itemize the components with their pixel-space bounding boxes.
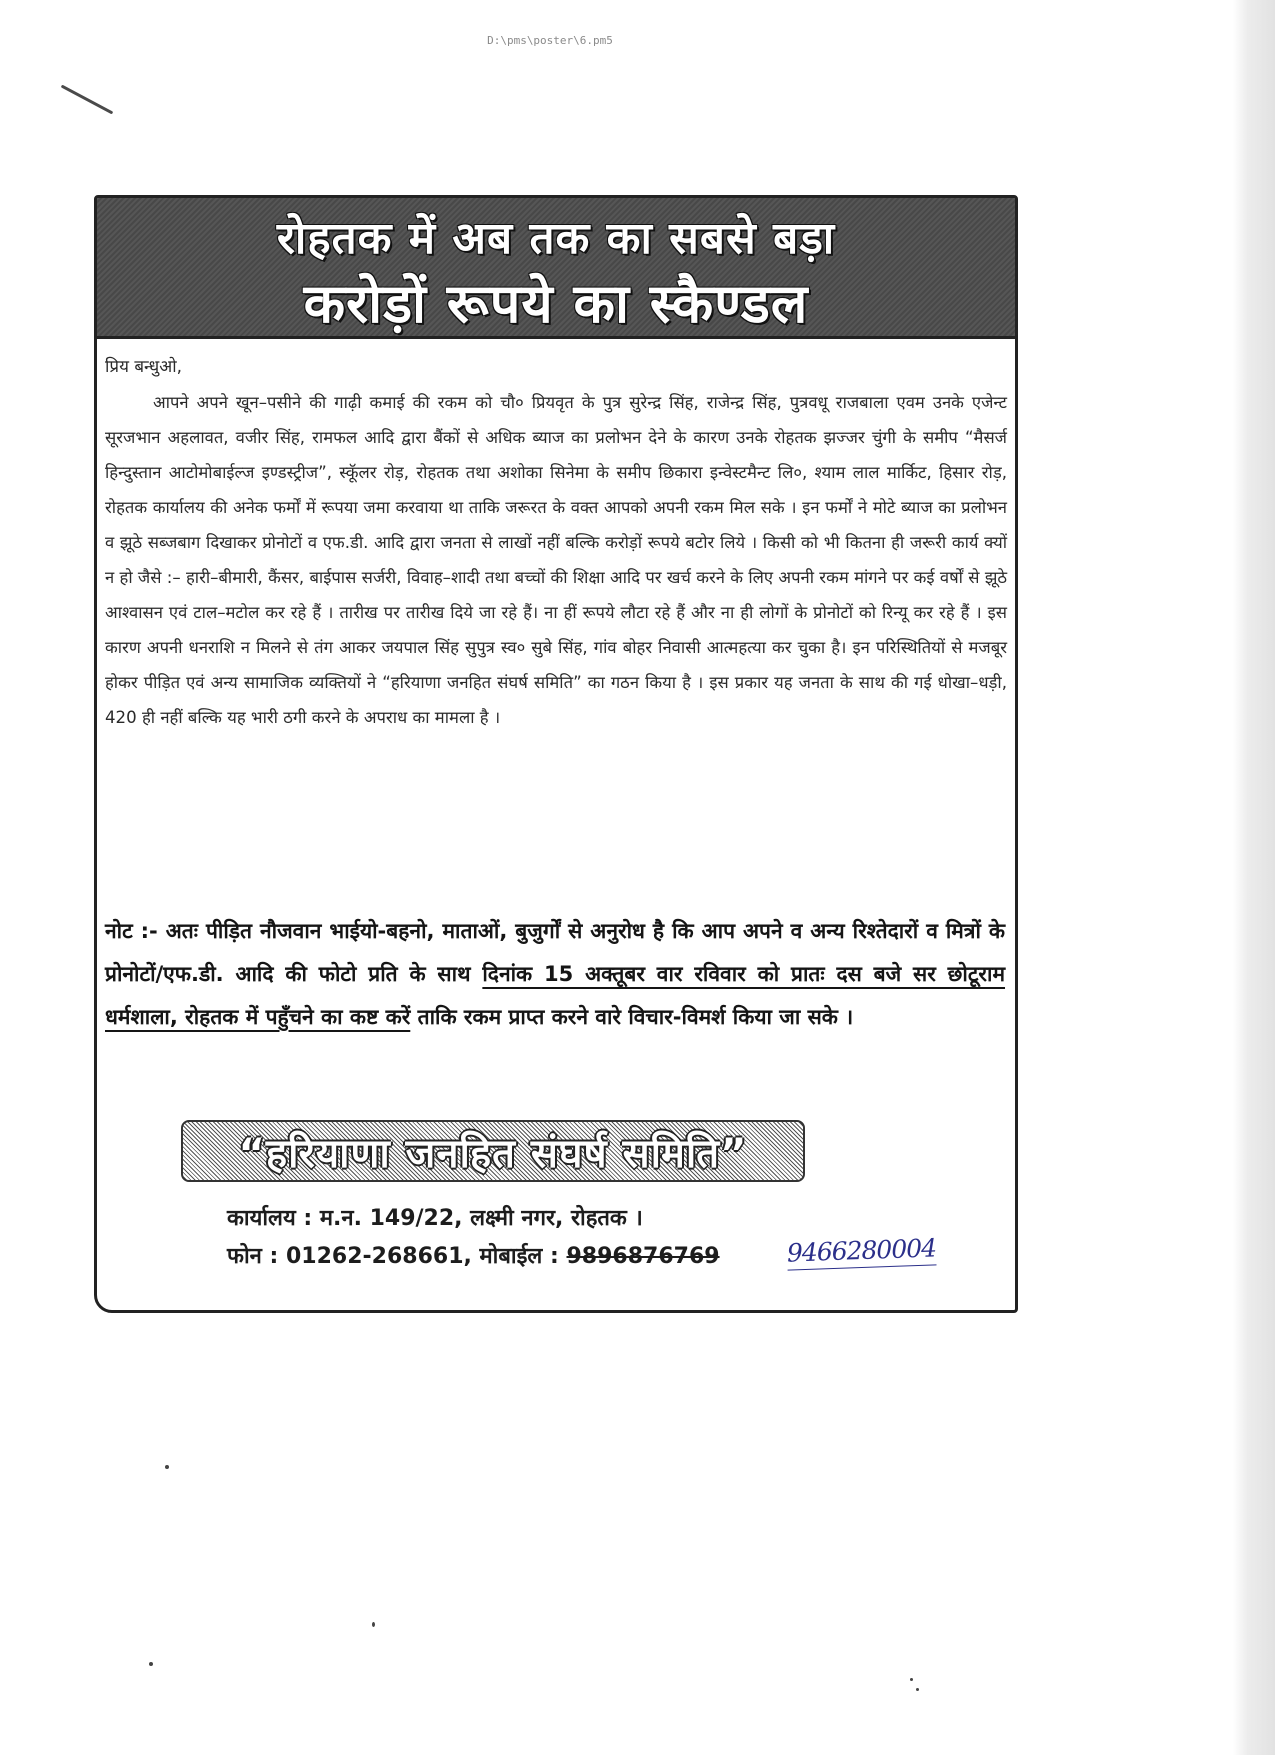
note-lead: नोट :- अतः पीड़ित नौजवान भाईयो-बहनो, माताओं, बुजुर्गों से अनुरोध है कि आप अपने व अन्य रिश्तेदारों व मित्रों के प्रोनोटों/एफ.डी. आदि की फोटो प्रति के साथ [105, 919, 1005, 986]
note-meeting-details: दिनांक 15 अक्तूबर वार रविवार को प्रातः दस बजे सर छोटूराम धर्मशाला, रोहतक में पहुँचने का कष्ट करें [105, 962, 1006, 1029]
poster [94, 195, 1018, 1313]
scan-speck [149, 1662, 153, 1666]
note-tail: ताकि रकम प्राप्त करने वारे विचार-विमर्श किया जा सके । [417, 1005, 854, 1029]
greeting: प्रिय बन्धुओ, [105, 357, 183, 377]
contact-block [227, 1200, 720, 1276]
office-address: कार्यालय : म.न. 149/22, लक्ष्मी नगर, रोहतक । [227, 1206, 643, 1231]
headline-banner [97, 198, 1015, 339]
organization-banner [181, 1120, 805, 1182]
scan-edge-shadow [1233, 0, 1275, 1755]
scan-speck [916, 1688, 919, 1691]
scan-speck [372, 1622, 375, 1627]
handwritten-mobile-number: 9466280004 [786, 1233, 936, 1270]
organization-name: “हरियाणा जनहित संघर्ष समिति” [238, 1130, 748, 1177]
phone-line [227, 1238, 720, 1276]
scan-speck [910, 1678, 913, 1681]
scan-speck [165, 1465, 169, 1469]
letter-body [105, 350, 1007, 735]
note-section [105, 910, 1005, 1039]
file-path-header: D:\pms\poster\6.pm5 [487, 34, 613, 47]
headline-line-1: रोहतक में अब तक का सबसे बड़ा [276, 213, 836, 264]
struck-mobile-number: 9896876769 [566, 1244, 720, 1269]
pen-mark [61, 85, 114, 115]
headline-line-2: करोड़ों रूपये का स्कैण्डल [303, 272, 809, 335]
phone-prefix: फोन : 01262-268661, मोबाईल : [227, 1244, 559, 1269]
main-paragraph: आपने अपने खून–पसीने की गाढ़ी कमाई की रकम को चौ० प्रियवृत के पुत्र सुरेन्द्र सिंह, राजेन्द्र सिंह, पुत्रवधू राजबाला एवम उनके एजेन्ट सूरजभान अहलावत, वजीर सिंह, रामफल आदि द्वारा बैंकों से अधिक ब्याज का प्रलोभन देने के कारण उनके रोहतक झज्जर चुंगी के समीप “मैसर्ज हिन्दुस्तान आटोमोबाईल्ज इण्डस्ट्रीज”, स्कूॅलर रोड़, रोहतक तथा अशोका सिनेमा के समीप छिकारा इन्वेस्टमैन्ट लि०, श्याम लाल मार्किट, हिसार रोड़, रोहतक कार्यालय की अनेक फर्मों में रूपया जमा करवाया था ताकि जरूरत के वक्त आपको अपनी रकम मिल सके । इन फर्मों ने मोटे ब्याज का प्रलोभन व झूठे सब्जबाग दिखाकर प्रोनोटों व एफ.डी. आदि द्वारा जनता से लाखों नहीं बल्कि करोड़ों रूपये बटोर लिये । किसी को भी कितना ही जरूरी कार्य क्यों न हो जैसे :– हारी–बीमारी, कैंसर, बाईपास सर्जरी, विवाह–शादी तथा बच्चों की शिक्षा आदि पर खर्च करने के लिए अपनी रकम मांगने पर कई वर्षों से झूठे आश्वासन एवं टाल–मटोल कर रहे हैं । तारीख पर तारीख दिये जा रहे हैं। ना हीं रूपये लौटा रहे हैं और ना ही लोगों के प्रोनोटों को रिन्यू कर रहे हैं । इस कारण अपनी धनराशि न मिलने से तंग आकर जयपाल सिंह सुपुत्र स्व० सुबे सिंह, गांव बोहर निवासी आत्महत्या कर चुका है। इन परिस्थितियों से मजबूर होकर पीड़ित एवं अन्य सामाजिक व्यक्तियों ने “हरियाणा जनहित संघर्ष समिति” का गठन किया है । इस प्रकार यह जनता के साथ की गई धोखा–धड़ी, 420 ही नहीं बल्कि यह भारी ठगी करने के अपराध का मामला है । [105, 393, 1008, 727]
